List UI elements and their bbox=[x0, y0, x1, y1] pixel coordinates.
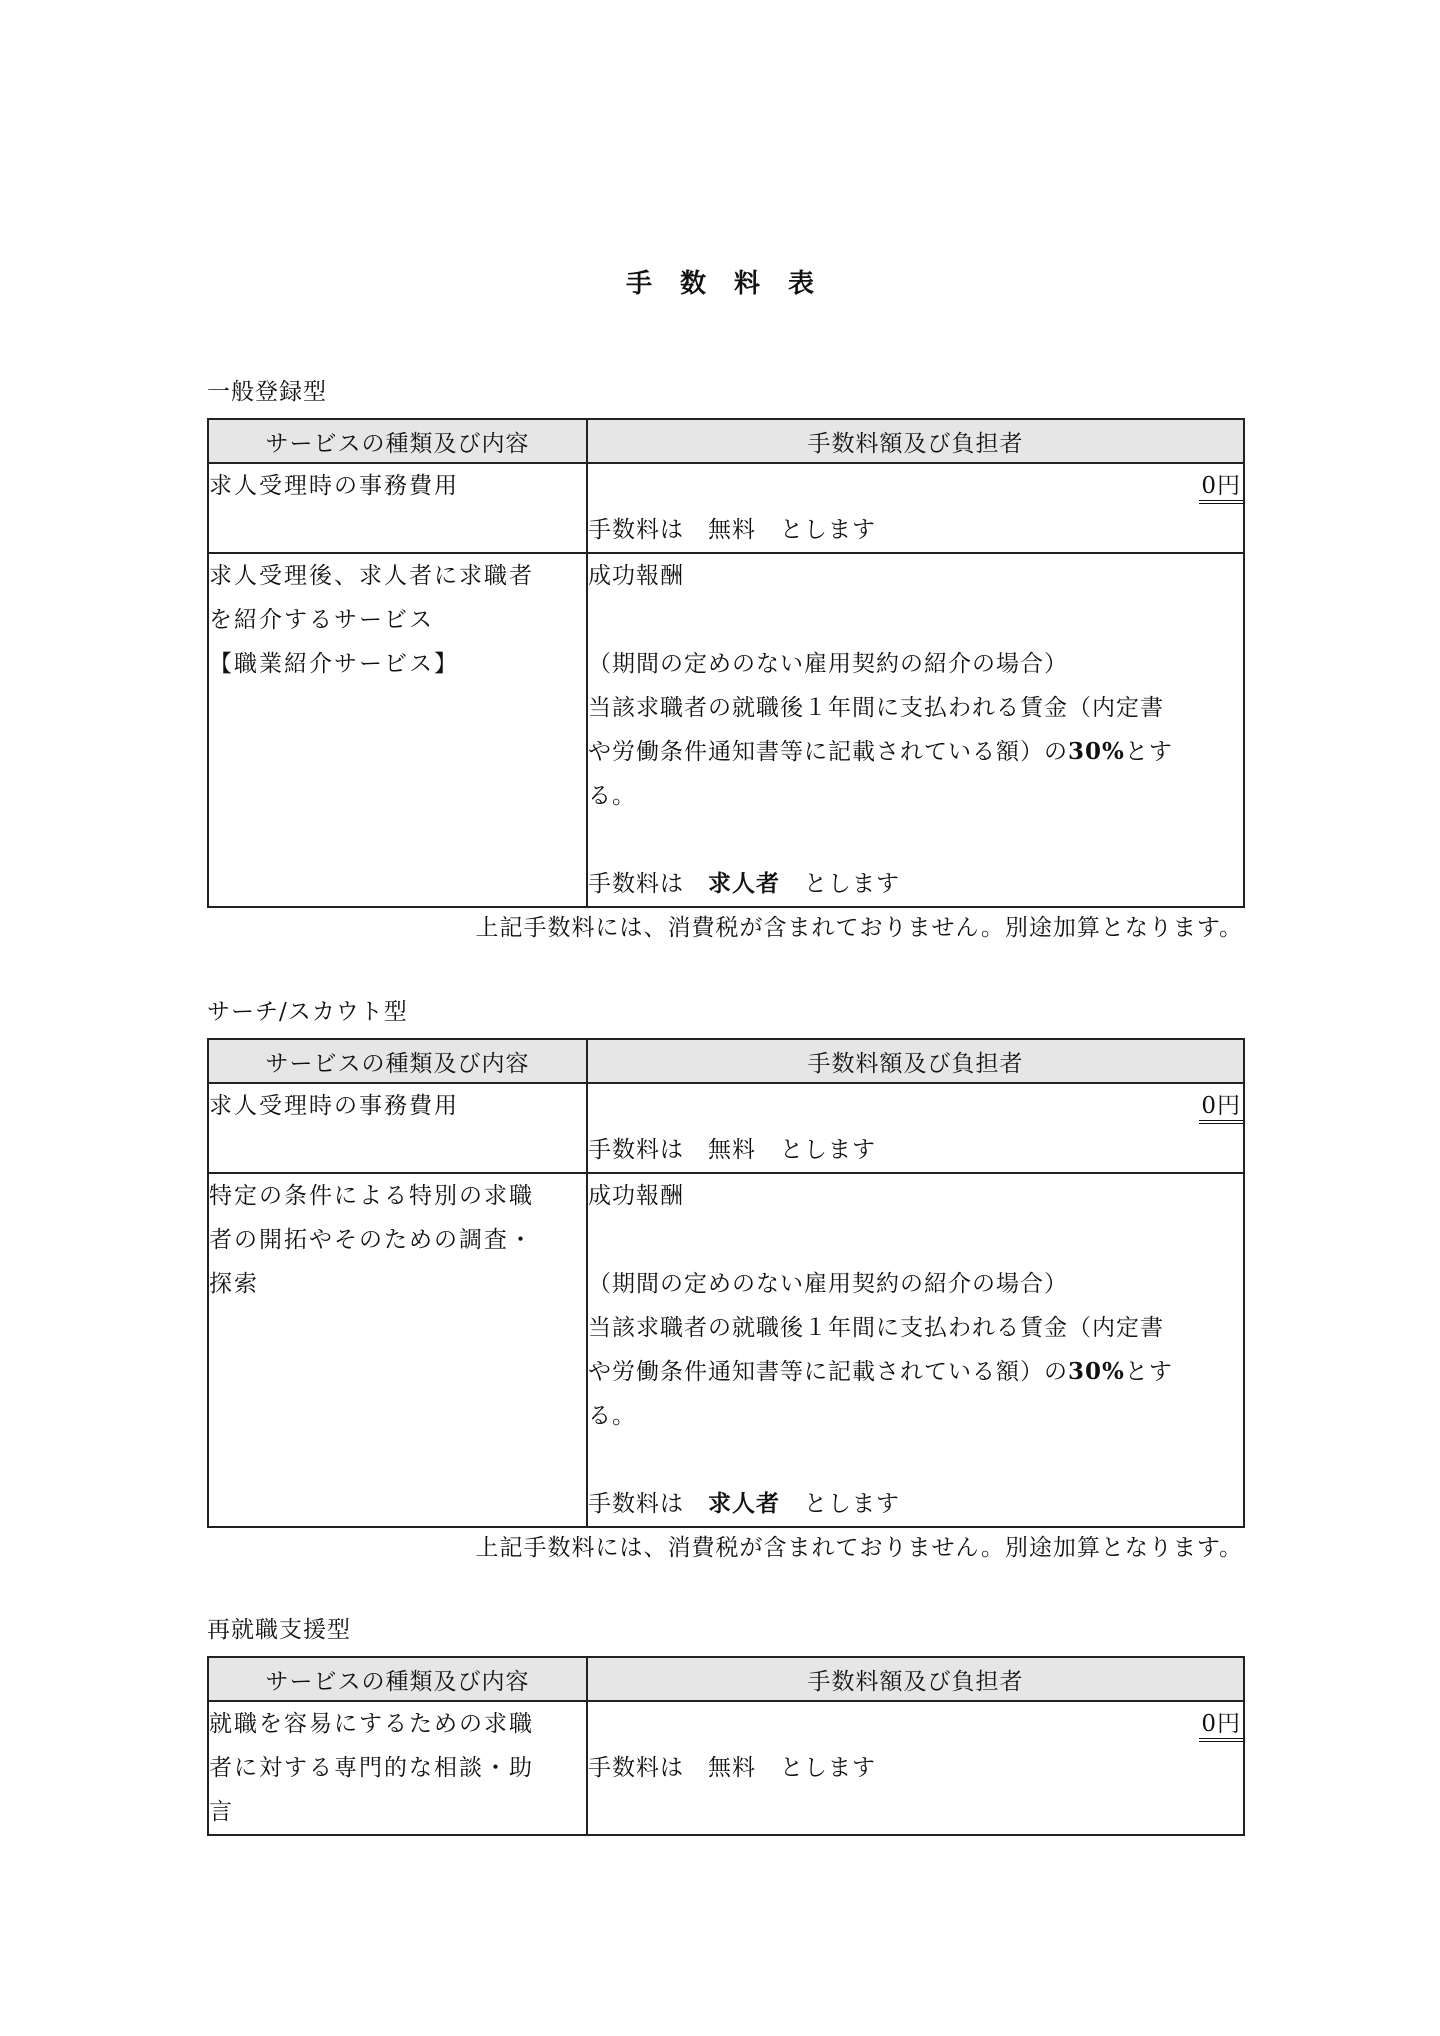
condition-text: （期間の定めのない雇用契約の紹介の場合） bbox=[588, 1271, 1068, 1297]
fee-table-general bbox=[207, 418, 1245, 908]
amount-value: 0円 bbox=[1199, 1710, 1243, 1742]
header-service: サービスの種類及び内容 bbox=[208, 1657, 587, 1701]
fee-payer: 無料 bbox=[708, 517, 756, 543]
section-label-reemployment: 再就職支援型 bbox=[207, 1617, 351, 1643]
fee-payer: 求人者 bbox=[708, 870, 780, 897]
reward-type: 成功報酬 bbox=[588, 1183, 684, 1209]
service-line: 【職業紹介サービス】 bbox=[209, 651, 459, 677]
desc-line: 当該求職者の就職後１年間に支払われる賃金（内定書 bbox=[588, 1315, 1164, 1341]
amount-line bbox=[588, 1702, 1243, 1746]
fee-cell bbox=[587, 1083, 1244, 1173]
service-line: 求人受理後、求人者に求職者 bbox=[209, 563, 534, 589]
service-line: 特定の条件による特別の求職 bbox=[209, 1183, 534, 1209]
service-line: 言 bbox=[209, 1799, 234, 1825]
service-cell bbox=[208, 1701, 587, 1835]
service-line: 就職を容易にするための求職 bbox=[209, 1711, 534, 1737]
service-cell bbox=[208, 553, 587, 907]
fee-cell bbox=[587, 553, 1244, 907]
service-line: 者に対する専門的な相談・助 bbox=[209, 1755, 534, 1781]
service-line: 求人受理時の事務費用 bbox=[209, 473, 459, 499]
fee-percent: 30% bbox=[1068, 1358, 1125, 1385]
amount-value: 0円 bbox=[1199, 1092, 1243, 1124]
condition-text: （期間の定めのない雇用契約の紹介の場合） bbox=[588, 651, 1068, 677]
desc-line: る。 bbox=[588, 783, 636, 809]
desc-line: 当該求職者の就職後１年間に支払われる賃金（内定書 bbox=[588, 695, 1164, 721]
service-cell bbox=[208, 1083, 587, 1173]
tax-note: 上記手数料には、消費税が含まれておりません。別途加算となります。 bbox=[475, 915, 1243, 941]
header-service: サービスの種類及び内容 bbox=[208, 1039, 587, 1083]
header-fee: 手数料額及び負担者 bbox=[587, 1657, 1244, 1701]
fee-statement: 手数料は 無料 とします bbox=[588, 1755, 876, 1781]
table-row bbox=[208, 463, 1244, 553]
page-title: 手数料表 bbox=[625, 269, 842, 299]
table-header-row bbox=[208, 1039, 1244, 1083]
header-fee: 手数料額及び負担者 bbox=[587, 419, 1244, 463]
fee-cell bbox=[587, 463, 1244, 553]
fee-statement: 手数料は 求人者 とします bbox=[588, 870, 900, 897]
desc-line: や労働条件通知書等に記載されている額）の30%とす bbox=[588, 1358, 1173, 1385]
table-row bbox=[208, 1701, 1244, 1835]
service-line: 者の開拓やそのための調査・ bbox=[209, 1227, 534, 1253]
fee-percent: 30% bbox=[1068, 738, 1125, 765]
header-fee: 手数料額及び負担者 bbox=[587, 1039, 1244, 1083]
service-cell bbox=[208, 1173, 587, 1527]
tax-note: 上記手数料には、消費税が含まれておりません。別途加算となります。 bbox=[475, 1535, 1243, 1561]
header-service: サービスの種類及び内容 bbox=[208, 419, 587, 463]
table-header-row bbox=[208, 419, 1244, 463]
section-label-search: サーチ/スカウト型 bbox=[207, 999, 408, 1025]
service-line: を紹介するサービス bbox=[209, 607, 434, 633]
fee-table-search bbox=[207, 1038, 1245, 1528]
fee-payer: 無料 bbox=[708, 1137, 756, 1163]
fee-cell bbox=[587, 1701, 1244, 1835]
table-header-row bbox=[208, 1657, 1244, 1701]
reward-type: 成功報酬 bbox=[588, 563, 684, 589]
desc-line: る。 bbox=[588, 1403, 636, 1429]
fee-payer: 求人者 bbox=[708, 1490, 780, 1517]
amount-line bbox=[588, 1084, 1243, 1128]
service-line: 探索 bbox=[209, 1271, 259, 1297]
fee-statement: 手数料は 無料 とします bbox=[588, 517, 876, 543]
fee-cell bbox=[587, 1173, 1244, 1527]
amount-value: 0円 bbox=[1199, 472, 1243, 504]
fee-payer: 無料 bbox=[708, 1755, 756, 1781]
fee-table-reemployment bbox=[207, 1656, 1245, 1836]
section-label-general: 一般登録型 bbox=[207, 379, 327, 405]
table-row bbox=[208, 1083, 1244, 1173]
desc-line: や労働条件通知書等に記載されている額）の30%とす bbox=[588, 738, 1173, 765]
service-cell bbox=[208, 463, 587, 553]
table-row bbox=[208, 553, 1244, 907]
fee-statement: 手数料は 求人者 とします bbox=[588, 1490, 900, 1517]
service-line: 求人受理時の事務費用 bbox=[209, 1093, 459, 1119]
amount-line bbox=[588, 464, 1243, 508]
table-row bbox=[208, 1173, 1244, 1527]
fee-statement: 手数料は 無料 とします bbox=[588, 1137, 876, 1163]
